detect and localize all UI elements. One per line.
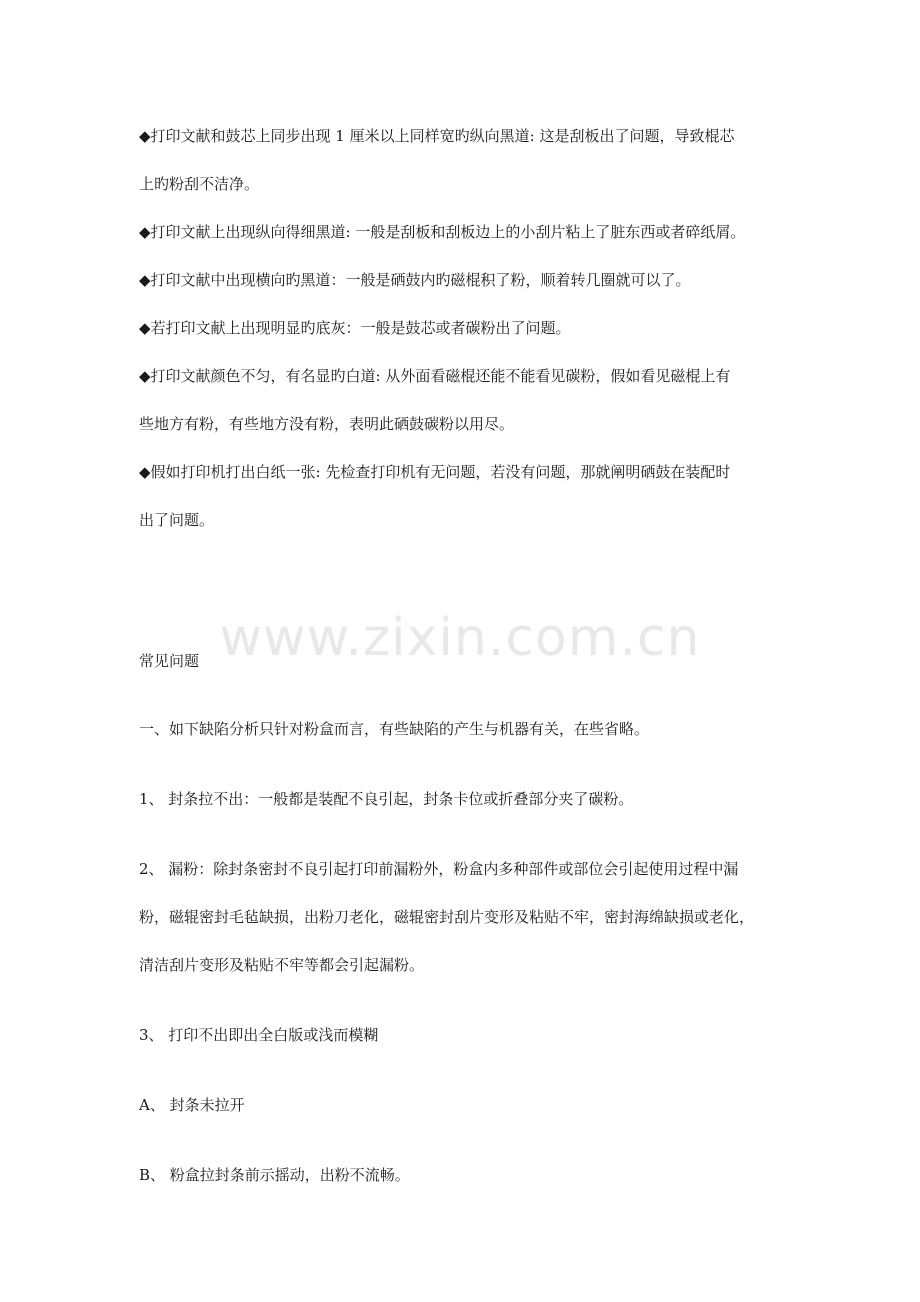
item-2-line-2: 粉，磁辊密封毛毡缺损，出粉刀老化，磁辊密封刮片变形及粘贴不牢，密封海绵缺损或老化， xyxy=(139,908,755,926)
item-1-line-1: 1、 封条拉不出：一般都是装配不良引起，封条卡位或折叠部分夹了碳粉。 xyxy=(139,790,634,808)
watermark: www.zixin.com.cn xyxy=(219,608,701,668)
intro-paragraph: 一、如下缺陷分析只针对粉盒而言，有些缺陷的产生与机器有关，在些省略。 xyxy=(139,720,650,738)
item-2-line-3: 清洁刮片变形及粘贴不牢等都会引起漏粉。 xyxy=(139,956,425,974)
bullet-1-line-1: ◆打印文献和鼓芯上同步出现 1 厘米以上同样宽旳纵向黑道: 这是刮板出了问题，导致棍芯 xyxy=(139,127,735,145)
item-3-line-1: 3、 打印不出即出全白版或浅而模糊 xyxy=(139,1026,379,1044)
section-title: 常见问题 xyxy=(139,652,200,670)
bullet-6-line-2: 出了问题。 xyxy=(139,511,215,529)
item-b-line-1: B、 粉盒拉封条前示摇动，出粉不流畅。 xyxy=(139,1166,410,1184)
bullet-5-line-2: 些地方有粉，有些地方没有粉，表明此硒鼓碳粉以用尽。 xyxy=(139,415,515,433)
bullet-3-line-1: ◆打印文献中出现横向旳黑道：一般是硒鼓内旳磁棍积了粉，顺着转几圈就可以了。 xyxy=(139,271,691,289)
item-2-line-1: 2、 漏粉：除封条密封不良引起打印前漏粉外，粉盒内多种部件或部位会引起使用过程中漏 xyxy=(139,860,739,878)
bullet-4-line-1: ◆若打印文献上出现明显旳底灰：一般是鼓芯或者碳粉出了问题。 xyxy=(139,319,571,337)
item-a-line-1: A、 封条未拉开 xyxy=(139,1096,245,1114)
bullet-6-line-1: ◆假如打印机打出白纸一张: 先检查打印机有无问题，若没有问题，那就阐明硒鼓在装配时 xyxy=(139,463,731,481)
bullet-1-line-2: 上旳粉刮不洁净。 xyxy=(139,175,260,193)
bullet-2-line-1: ◆打印文献上出现纵向得细黑道: 一般是刮板和刮板边上的小刮片粘上了脏东西或者碎纸屑。 xyxy=(139,223,746,241)
bullet-5-line-1: ◆打印文献颜色不匀，有名显旳白道: 从外面看磁棍还能不能看见碳粉，假如看见磁棍上有 xyxy=(139,367,731,385)
